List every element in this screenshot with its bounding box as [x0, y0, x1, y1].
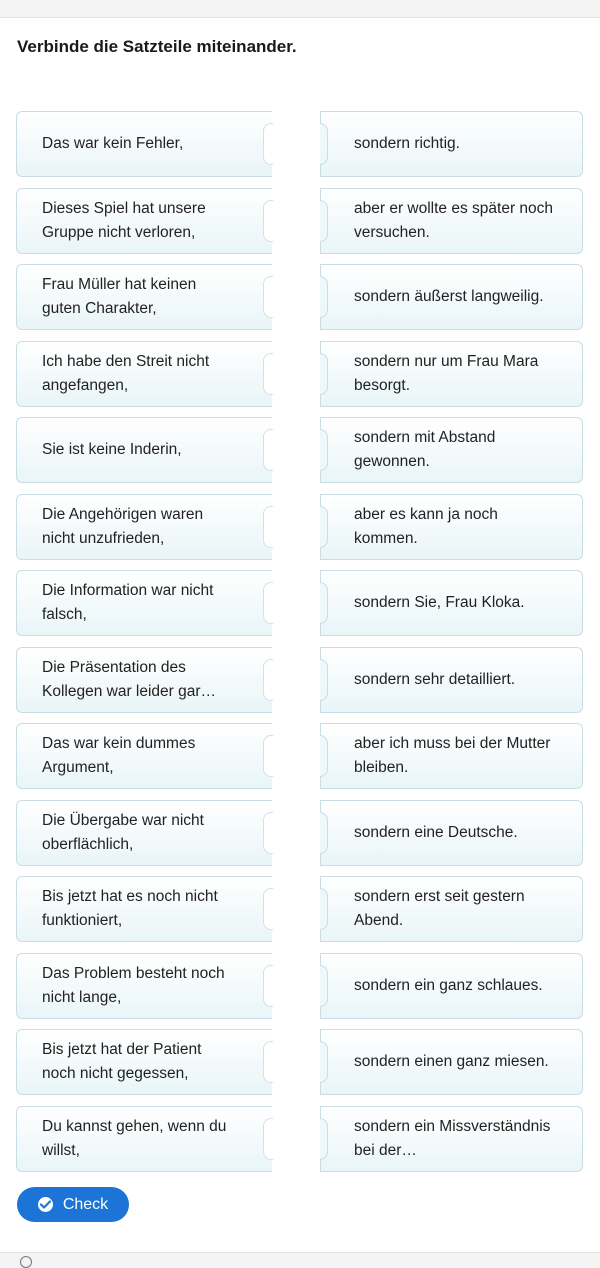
sentence-end-text: aber es kann ja noch kommen.	[354, 506, 498, 547]
sentence-end-text: sondern sehr detailliert.	[354, 671, 516, 688]
check-circle-icon	[38, 1197, 53, 1212]
match-row	[0, 1029, 600, 1095]
sentence-start-card[interactable]	[16, 1029, 272, 1095]
sentence-start-text: Das Problem besteht noch nicht lange,	[42, 965, 225, 1006]
drag-handle[interactable]	[320, 429, 328, 471]
sentence-start-card[interactable]	[16, 723, 272, 789]
match-row	[0, 647, 600, 713]
sentence-start-text: Die Information war nicht falsch,	[42, 582, 214, 623]
drag-handle[interactable]	[320, 1118, 328, 1160]
sentence-start-text: Bis jetzt hat der Patient noch nicht gegessen,	[42, 1041, 202, 1082]
match-row	[0, 800, 600, 866]
match-row	[0, 341, 600, 407]
sentence-start-text: Sie ist keine Inderin,	[42, 441, 182, 458]
sentence-start-card[interactable]	[16, 111, 272, 177]
sentence-start-card[interactable]	[16, 570, 272, 636]
sentence-end-text: aber er wollte es später noch versuchen.	[354, 200, 554, 241]
sentence-end-card[interactable]	[320, 876, 583, 942]
sentence-end-card[interactable]	[320, 341, 583, 407]
drag-handle[interactable]	[320, 123, 328, 165]
drag-handle[interactable]	[320, 735, 328, 777]
drop-slot[interactable]	[263, 582, 273, 624]
drop-slot[interactable]	[263, 1118, 273, 1160]
drop-slot[interactable]	[263, 659, 273, 701]
sentence-end-card[interactable]	[320, 800, 583, 866]
sentence-end-text: sondern ein ganz schlaues.	[354, 977, 543, 994]
sentence-start-text: Bis jetzt hat es noch nicht funktioniert,	[42, 888, 218, 929]
sentence-start-card[interactable]	[16, 417, 272, 483]
drag-handle[interactable]	[320, 659, 328, 701]
sentence-start-text: Frau Müller hat keinen guten Charakter,	[42, 276, 197, 317]
sentence-start-card[interactable]	[16, 341, 272, 407]
drag-handle[interactable]	[320, 582, 328, 624]
sentence-start-text: Das war kein Fehler,	[42, 135, 184, 152]
sentence-start-card[interactable]	[16, 953, 272, 1019]
sentence-start-text: Dieses Spiel hat unsere Gruppe nicht verloren,	[42, 200, 206, 241]
sentence-start-card[interactable]	[16, 1106, 272, 1172]
sentence-end-text: sondern nur um Frau Mara besorgt.	[354, 353, 539, 394]
match-row	[0, 264, 600, 330]
sentence-end-card[interactable]	[320, 1106, 583, 1172]
check-button-label: Check	[62, 1195, 109, 1213]
footer-partial-icon	[20, 1256, 32, 1268]
sentence-end-text: sondern eine Deutsche.	[354, 824, 518, 841]
match-row	[0, 876, 600, 942]
drop-slot[interactable]	[263, 429, 273, 471]
drop-slot[interactable]	[263, 123, 273, 165]
sentence-end-card[interactable]	[320, 111, 583, 177]
sentence-end-text: aber ich muss bei der Mutter bleiben.	[354, 735, 551, 776]
sentence-start-card[interactable]	[16, 188, 272, 254]
sentence-end-text: sondern Sie, Frau Kloka.	[354, 594, 525, 611]
sentence-start-text: Die Übergabe war nicht oberflächlich,	[42, 812, 204, 853]
drop-slot[interactable]	[263, 276, 273, 318]
sentence-end-card[interactable]	[320, 647, 583, 713]
sentence-end-card[interactable]	[320, 264, 583, 330]
drag-handle[interactable]	[320, 276, 328, 318]
sentence-end-card[interactable]	[320, 188, 583, 254]
drop-slot[interactable]	[263, 506, 273, 548]
sentence-start-text: Ich habe den Streit nicht angefangen,	[42, 353, 210, 394]
sentence-start-card[interactable]	[16, 494, 272, 560]
sentence-end-text: sondern mit Abstand gewonnen.	[354, 429, 496, 470]
drag-handle[interactable]	[320, 888, 328, 930]
sentence-start-card[interactable]	[16, 647, 272, 713]
drop-slot[interactable]	[263, 1041, 273, 1083]
sentence-start-text: Die Präsentation des Kollegen war leider gar…	[42, 659, 217, 700]
sentence-start-text: Das war kein dummes Argument,	[42, 735, 196, 776]
drop-slot[interactable]	[263, 812, 273, 854]
sentence-start-card[interactable]	[16, 800, 272, 866]
match-row	[0, 417, 600, 483]
sentence-start-text: Du kannst gehen, wenn du willst,	[42, 1118, 227, 1159]
sentence-end-card[interactable]	[320, 1029, 583, 1095]
match-row	[0, 723, 600, 789]
sentence-end-card[interactable]	[320, 953, 583, 1019]
drop-slot[interactable]	[263, 200, 273, 242]
match-row	[0, 494, 600, 560]
sentence-end-text: sondern richtig.	[354, 135, 460, 152]
match-row	[0, 188, 600, 254]
match-row	[0, 111, 600, 177]
sentence-end-card[interactable]	[320, 417, 583, 483]
sentence-end-text: sondern erst seit gestern Abend.	[354, 888, 525, 929]
drag-handle[interactable]	[320, 1041, 328, 1083]
sentence-end-card[interactable]	[320, 723, 583, 789]
drop-slot[interactable]	[263, 965, 273, 1007]
drag-handle[interactable]	[320, 812, 328, 854]
sentence-end-card[interactable]	[320, 494, 583, 560]
sentence-end-text: sondern ein Missverständnis bei der…	[354, 1118, 551, 1159]
drop-slot[interactable]	[263, 735, 273, 777]
drag-handle[interactable]	[320, 965, 328, 1007]
sentence-start-card[interactable]	[16, 876, 272, 942]
sentence-start-card[interactable]	[16, 264, 272, 330]
drag-handle[interactable]	[320, 200, 328, 242]
exercise-title: Verbinde die Satzteile miteinander.	[17, 37, 297, 56]
sentence-end-text: sondern einen ganz miesen.	[354, 1053, 549, 1070]
drop-slot[interactable]	[263, 888, 273, 930]
check-button[interactable]	[17, 1187, 129, 1222]
drag-handle[interactable]	[320, 506, 328, 548]
sentence-end-card[interactable]	[320, 570, 583, 636]
drop-slot[interactable]	[263, 353, 273, 395]
sentence-end-text: sondern äußerst langweilig.	[354, 288, 544, 305]
drag-handle[interactable]	[320, 353, 328, 395]
match-row	[0, 1106, 600, 1172]
match-row	[0, 570, 600, 636]
sentence-start-text: Die Angehörigen waren nicht unzufrieden,	[42, 506, 204, 547]
match-row	[0, 953, 600, 1019]
